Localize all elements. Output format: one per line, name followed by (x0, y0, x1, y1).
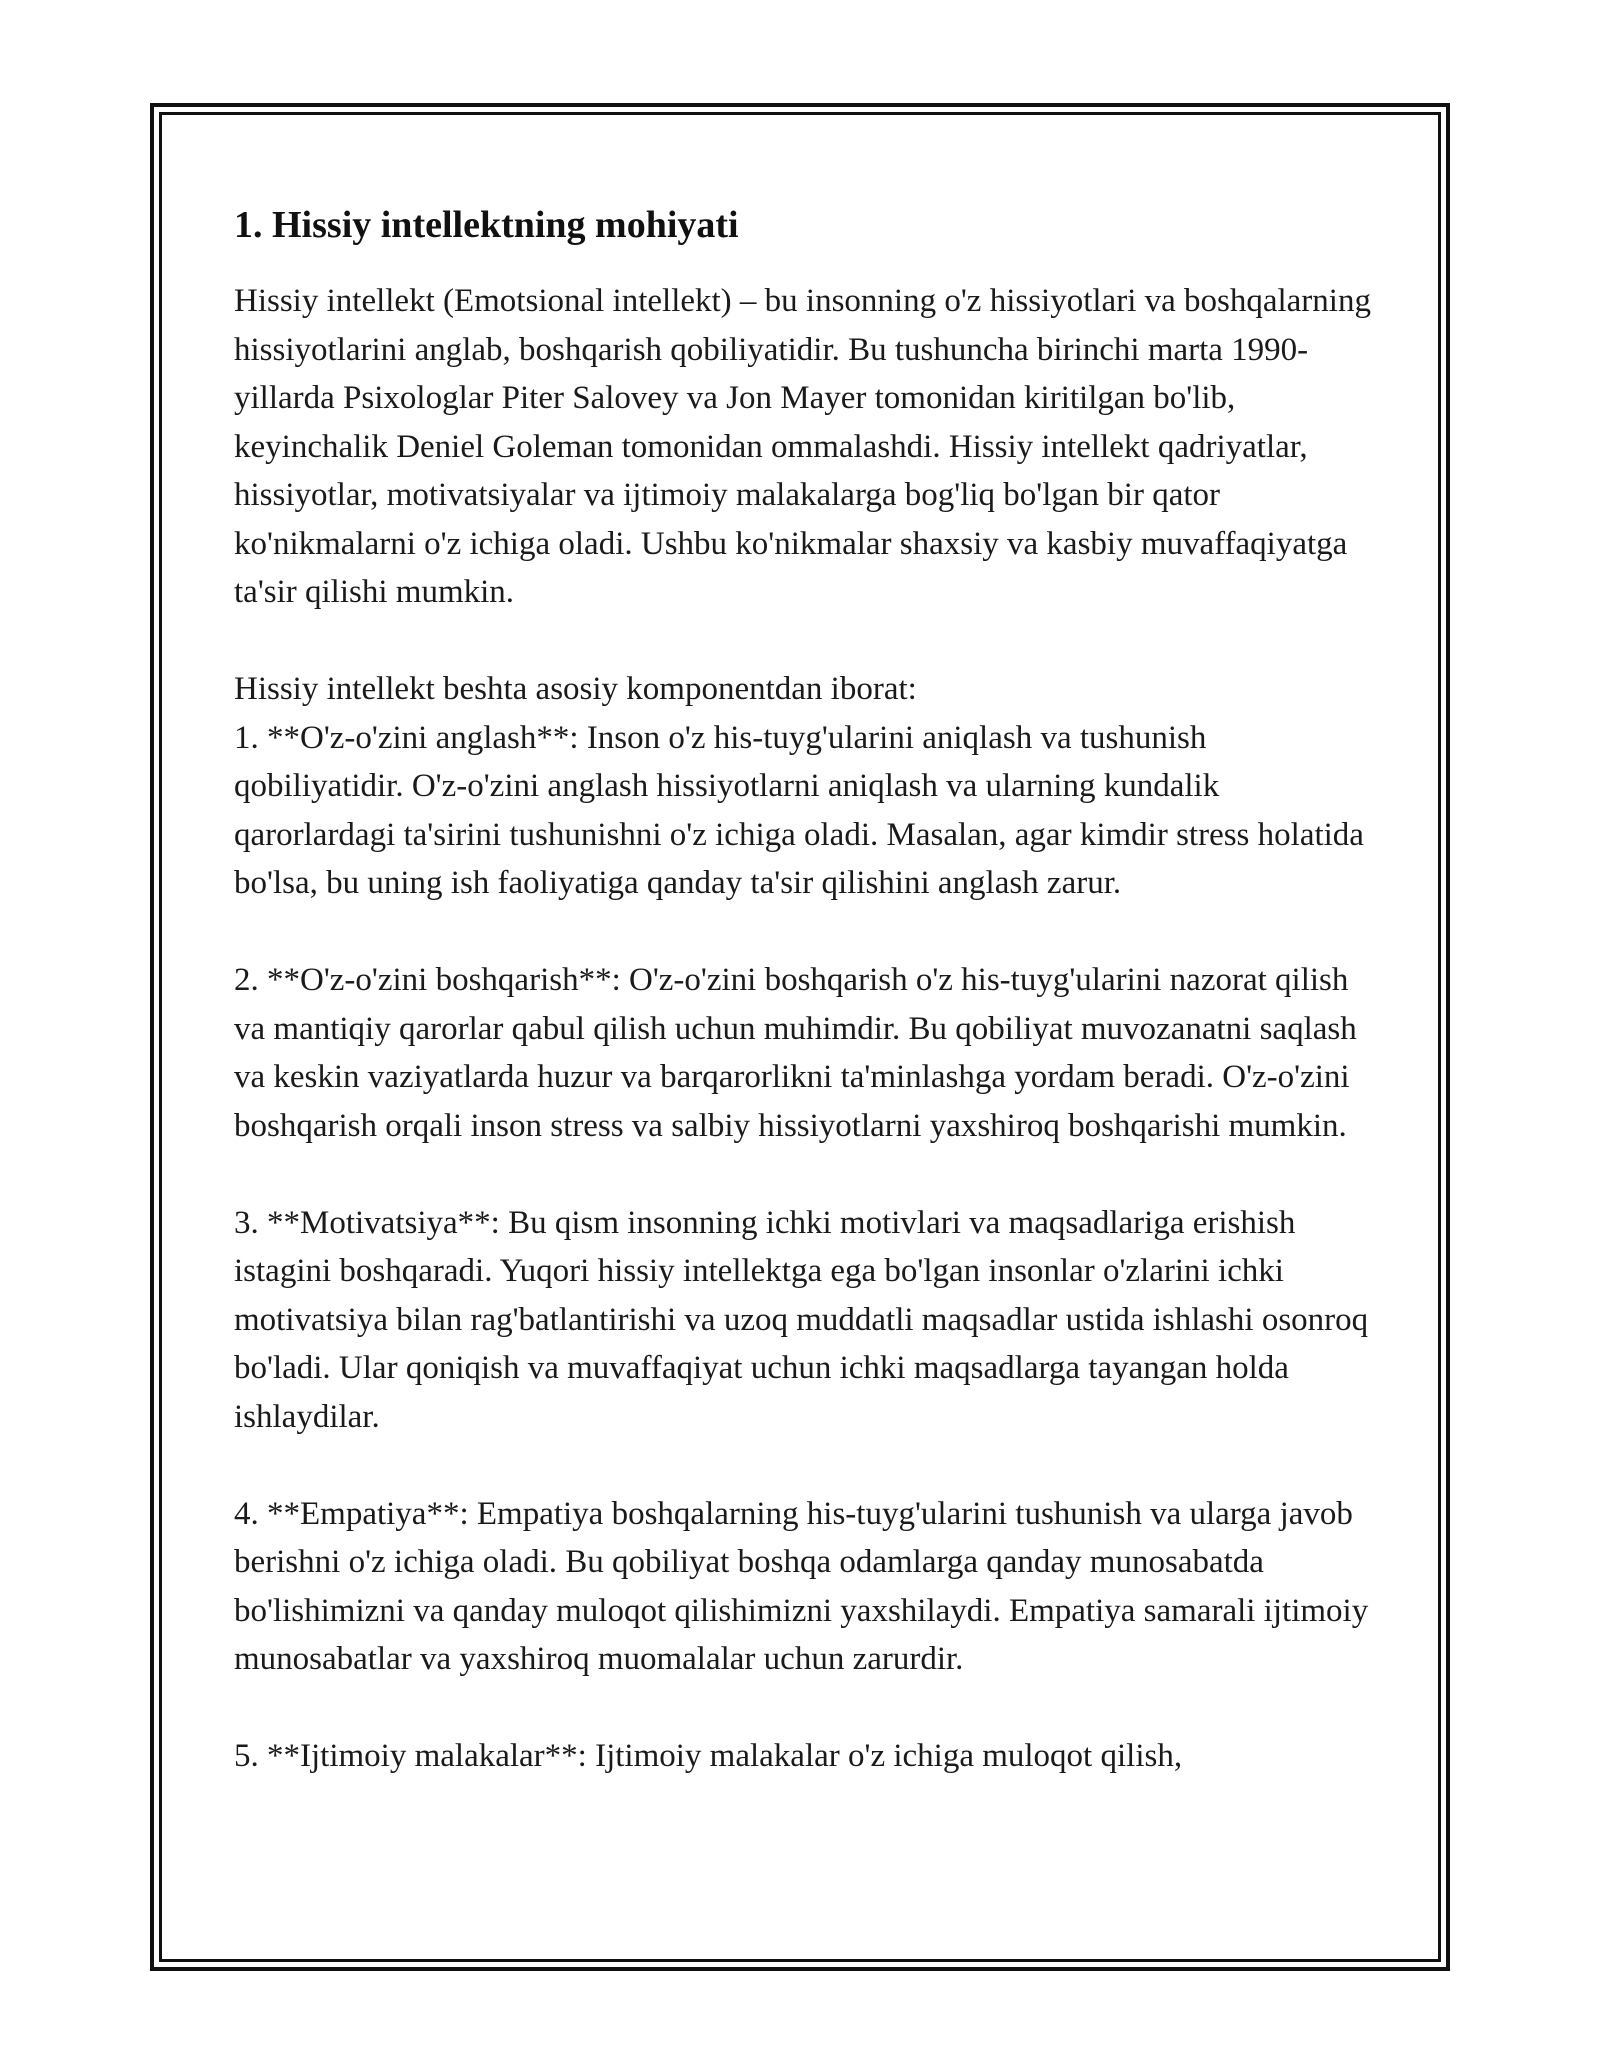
components-lead: Hissiy intellekt beshta asosiy komponentdan iborat: (234, 671, 917, 707)
component-item-self-awareness: 1. **O'z-o'zini anglash**: Inson o'z his-tuyg'ularini aniqlash va tushunish qobiliyatidir. O'z-o'zini anglash hissiyotlarni aniqlash va ularning kundalik qarorlardagi ta'sirini tushunishni o'z ichiga oladi. Masalan, agar kimdir stress holatida bo'lsa, bu uning ish faoliyatiga qanday ta'sir qilishini anglash zarur. (234, 719, 1364, 901)
component-item-social-skills: 5. **Ijtimoiy malakalar**: Ijtimoiy malakalar o'z ichiga muloqot qilish, (234, 1738, 1183, 1774)
document-body (234, 201, 1374, 1781)
page-border-inner (159, 112, 1441, 1962)
component-item-motivation: 3. **Motivatsiya**: Bu qism insonning ichki motivlari va maqsadlariga erishish istagini boshqaradi. Yuqori hissiy intellektga ega bo'lgan insonlar o'zlarini ichki motivatsiya bilan rag'batlantirishi va uzoq muddatli maqsadlar ustida ishlashi osonroq bo'ladi. Ular qoniqish va muvaffaqiyat uchun ichki maqsadlarga tayangan holda ishlaydilar. (234, 1204, 1369, 1435)
section-heading: 1. Hissiy intellektning mohiyati (234, 204, 739, 246)
intro-paragraph: Hissiy intellekt (Emotsional intellekt) – bu insonning o'z hissiyotlari va boshqalarning hissiyotlarini anglab, boshqarish qobiliyatidir. Bu tushuncha birinchi marta 1990-yillarda Psixologlar Piter Salovey va Jon Mayer tomonidan kiritilgan bo'lib, keyinchalik Deniel Goleman tomonidan ommalashdi. Hissiy intellekt qadriyatlar, hissiyotlar, motivatsiyalar va ijtimoiy malakalarga bog'liq bo'lgan bir qator ko'nikmalarni o'z ichiga oladi. Ushbu ko'nikmalar shaxsiy va kasbiy muvaffaqiyatga ta'sir qilishi mumkin. (234, 283, 1371, 610)
component-item-self-regulation: 2. **O'z-o'zini boshqarish**: O'z-o'zini boshqarish o'z his-tuyg'ularini nazorat qilish va mantiqiy qarorlar qabul qilish uchun muhimdir. Bu qobiliyat muvozanatni saqlash va keskin vaziyatlarda huzur va barqarorlikni ta'minlashga yordam beradi. O'z-o'zini boshqarish orqali inson stress va salbiy hissiyotlarni yaxshiroq boshqarishi mumkin. (234, 962, 1357, 1144)
page-border-outer (150, 103, 1450, 1971)
component-item-empathy: 4. **Empatiya**: Empatiya boshqalarning his-tuyg'ularini tushunish va ularga javob berishni o'z ichiga oladi. Bu qobiliyat boshqa odamlarga qanday munosabatda bo'lishimizni va qanday muloqot qilishimizni yaxshilaydi. Empatiya samarali ijtimoiy munosabatlar va yaxshiroq muomalalar uchun zarurdir. (234, 1495, 1369, 1677)
